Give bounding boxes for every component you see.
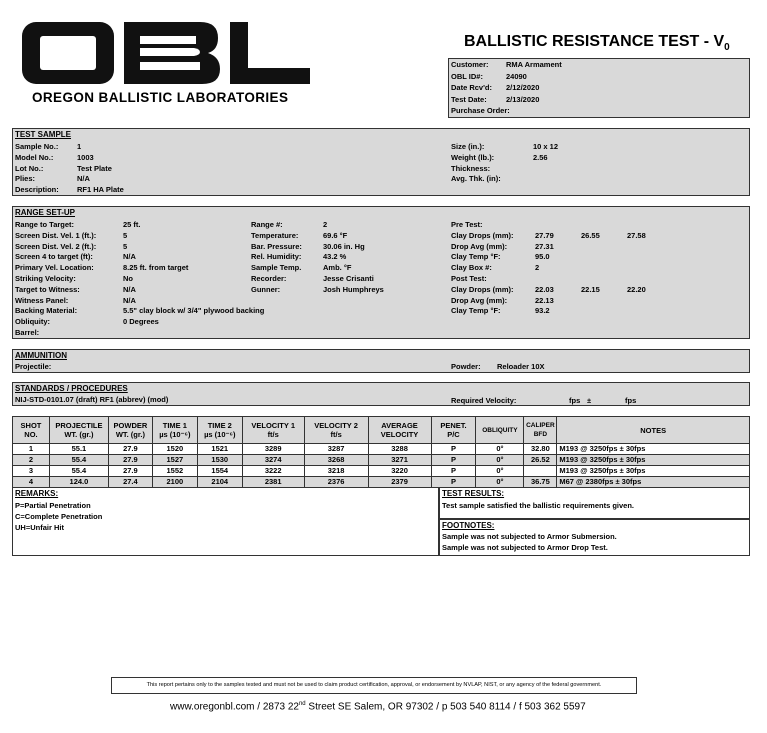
- field-value: 24090: [506, 71, 527, 81]
- clay-value-1: 93.2: [535, 306, 550, 316]
- ammunition-section: [12, 349, 750, 373]
- header-line-2: ft/s: [330, 430, 342, 439]
- table-cell: [524, 466, 557, 477]
- field-label: Sample Temp.: [251, 263, 302, 273]
- header-line-2: ft/s: [267, 430, 279, 439]
- field-value: 1003: [77, 152, 94, 162]
- field-label: Primary Vel. Location:: [15, 263, 94, 273]
- table-cell: 3287: [304, 444, 368, 455]
- field-label: Obliquity:: [15, 317, 50, 327]
- field-label: Post Test:: [451, 274, 487, 283]
- remark-line: UH=Unfair Hit: [15, 523, 64, 532]
- field-value: 2/12/2020: [506, 83, 540, 93]
- column-header: [49, 417, 108, 444]
- field-label: Pre Test:: [451, 220, 483, 229]
- field-label: Sample No.:: [15, 142, 59, 151]
- remark-line: P=Partial Penetration: [15, 501, 91, 510]
- header-line-2: µs (10⁻⁶): [159, 430, 191, 439]
- field-label: Clay Temp °F:: [451, 306, 501, 316]
- field-label: Backing Material:: [15, 306, 78, 316]
- field-label: Screen 4 to target (ft):: [15, 252, 93, 262]
- field-label: Plies:: [15, 174, 36, 184]
- disclaimer-box: [111, 677, 637, 694]
- shots-table: [12, 416, 750, 488]
- field-value: 2/13/2020: [506, 94, 540, 104]
- field-value: Test Plate: [77, 163, 112, 173]
- column-header: [557, 417, 750, 444]
- field-label: Lot No.:: [15, 163, 44, 173]
- column-header: [476, 417, 524, 444]
- table-row: [13, 444, 750, 455]
- table-cell: P: [431, 444, 476, 455]
- field-value: 43.2 %: [323, 252, 347, 262]
- field-label: Target to Witness:: [15, 284, 80, 294]
- table-cell: 3268: [304, 455, 368, 466]
- footnote-line: Sample was not subjected to Armor Submersion.: [442, 532, 617, 541]
- field-label: Gunner:: [251, 284, 281, 294]
- remarks-panel: [12, 487, 439, 556]
- table-cell: 0°: [476, 466, 524, 477]
- table-cell: 1527: [152, 455, 197, 466]
- column-header: [197, 417, 242, 444]
- column-header: [431, 417, 476, 444]
- footnotes-panel: [439, 519, 750, 556]
- table-cell: 3220: [368, 466, 431, 477]
- field-value: 5: [123, 230, 128, 240]
- column-header: [13, 417, 50, 444]
- test-results-text: Test sample satisfied the ballistic requirements given.: [442, 501, 635, 510]
- table-cell: 3288: [368, 444, 431, 455]
- field-value: 30.06 in. Hg: [323, 241, 365, 251]
- field-label: Avg. Thk. (in):: [451, 174, 501, 184]
- field-value: Amb. °F: [323, 263, 352, 273]
- test-results-title: TEST RESULTS:: [442, 489, 505, 498]
- field-value: 10 x 12: [533, 142, 559, 151]
- table-cell: M193 @ 3250fps ± 30fps: [557, 455, 750, 466]
- clay-value-2: 26.55: [581, 230, 600, 240]
- header-line-1: POWDER: [113, 421, 148, 430]
- table-cell: 2379: [368, 477, 431, 488]
- table-cell: P: [431, 466, 476, 477]
- footer-contact: www.oregonbl.com / 2873 22nd Street SE Salem, OR 97302 / p 503 540 8114 / f 503 362 5597: [170, 701, 586, 713]
- header-line-1: NOTES: [640, 425, 667, 435]
- column-header: [524, 417, 557, 444]
- required-velocity-label: Required Velocity:: [451, 396, 517, 405]
- column-header: [304, 417, 368, 444]
- clay-value-3: 27.58: [627, 230, 646, 240]
- footnote-line: Sample was not subjected to Armor Drop Test.: [442, 542, 608, 552]
- field-value: 5: [123, 241, 128, 251]
- table-cell: 3: [13, 466, 50, 477]
- field-label: Clay Drops (mm):: [451, 284, 514, 294]
- table-cell: 124.0: [49, 477, 108, 488]
- table-row: [13, 477, 750, 488]
- table-cell: 3289: [242, 444, 304, 455]
- table-cell: 3274: [242, 455, 304, 466]
- field-label: Recorder:: [251, 274, 287, 283]
- header-line-2: VELOCITY: [380, 430, 419, 439]
- header-line-1: VELOCITY 1: [251, 421, 295, 430]
- customer-info-box: [448, 58, 750, 118]
- standards-section: [12, 382, 750, 406]
- powder-label: Powder:: [451, 362, 481, 371]
- field-value: N/A: [123, 252, 136, 262]
- org-name: OREGON BALLISTIC LABORATORIES: [32, 90, 289, 105]
- footnotes-title: FOOTNOTES:: [442, 521, 495, 530]
- clay-value-1: 27.79: [535, 230, 554, 240]
- field-value: 2: [323, 220, 328, 229]
- column-header: [368, 417, 431, 444]
- table-cell: 32.80: [524, 444, 557, 455]
- field-label: Size (in.):: [451, 142, 485, 151]
- test-sample-section: [12, 128, 750, 196]
- field-value: N/A: [77, 174, 90, 184]
- clay-value-3: 22.20: [627, 284, 646, 294]
- clay-value-1: 22.13: [535, 295, 554, 305]
- table-cell: 55.4: [49, 466, 108, 477]
- header-line-1: PENET.: [440, 421, 467, 430]
- disclaimer-text: This report pertains only to the samples tested and must not be used to claim product certification, approval, or endorsement by NVLAP, NIST, or any agency of the federal government.: [146, 682, 602, 688]
- field-value: 2.56: [533, 152, 548, 162]
- field-label: Weight (lb.):: [451, 152, 495, 162]
- field-value: No: [123, 274, 133, 283]
- logo-graphic: [22, 20, 310, 92]
- field-label: Drop Avg (mm):: [451, 241, 508, 251]
- table-cell: 55.1: [49, 444, 108, 455]
- clay-value-1: 95.0: [535, 252, 550, 262]
- table-cell: M67 @ 2380fps ± 30fps: [557, 477, 750, 488]
- table-cell: 3271: [368, 455, 431, 466]
- table-cell: P: [431, 455, 476, 466]
- clay-value-1: 27.31: [535, 241, 554, 251]
- test-results-panel: [439, 487, 750, 519]
- table-cell: 0°: [476, 444, 524, 455]
- header-line-2: BFD: [533, 431, 548, 438]
- field-label: Clay Drops (mm):: [451, 230, 514, 240]
- header-line-2: µs (10⁻⁶): [204, 430, 236, 439]
- field-label: Bar. Pressure:: [251, 241, 302, 251]
- table-cell: 3222: [242, 466, 304, 477]
- table-cell: 2100: [152, 477, 197, 488]
- field-value: 25 ft.: [123, 220, 141, 229]
- header-line-2: WT. (gr.): [64, 430, 94, 439]
- table-cell: 27.9: [108, 466, 152, 477]
- table-cell: 0°: [476, 477, 524, 488]
- table-cell: 1520: [152, 444, 197, 455]
- table-cell: P: [431, 477, 476, 488]
- table-cell: 1554: [197, 466, 242, 477]
- field-value: Josh Humphreys: [323, 284, 384, 294]
- header-line-2: P/C: [447, 430, 460, 439]
- section-title: AMMUNITION: [15, 351, 67, 360]
- v0-subscript: 0: [724, 42, 730, 54]
- field-label: Striking Velocity:: [15, 274, 76, 283]
- header-line-1: OBLIQUITY: [482, 426, 518, 434]
- header-line-1: AVERAGE: [381, 421, 418, 430]
- field-value: 0 Degrees: [123, 317, 159, 327]
- field-label: Rel. Humidity:: [251, 252, 302, 262]
- table-cell: 26.52: [524, 455, 557, 466]
- table-row: [13, 466, 750, 477]
- header-line-1: TIME 1: [162, 421, 187, 430]
- remark-line: C=Complete Penetration: [15, 512, 103, 521]
- header-line-2: WT. (gr.): [115, 430, 145, 439]
- field-value: N/A: [123, 295, 136, 305]
- field-label: Witness Panel:: [15, 295, 69, 305]
- table-cell: 27.4: [108, 477, 152, 488]
- table-cell: 0°: [476, 455, 524, 466]
- field-value: RF1 HA Plate: [77, 185, 124, 195]
- column-header: [242, 417, 304, 444]
- column-header: [152, 417, 197, 444]
- section-title: TEST SAMPLE: [15, 130, 72, 139]
- powder-value: Reloader 10X: [497, 362, 545, 371]
- table-cell: 27.9: [108, 455, 152, 466]
- table-cell: M193 @ 3250fps ± 30fps: [557, 466, 750, 477]
- field-label: Model No.:: [15, 152, 54, 162]
- clay-value-1: 2: [535, 263, 540, 273]
- field-label: Screen Dist. Vel. 1 (ft.):: [15, 230, 97, 240]
- field-value: Jesse Crisanti: [323, 274, 374, 283]
- field-label: Screen Dist. Vel. 2 (ft.):: [15, 241, 97, 251]
- standard-name: NIJ-STD-0101.07 (draft) RF1 (abbrev) (mod): [15, 395, 169, 404]
- field-label: Clay Temp °F:: [451, 252, 501, 262]
- website-link[interactable]: www.oregonbl.com: [170, 701, 255, 713]
- field-label: Range to Target:: [15, 220, 75, 229]
- table-cell: 36.75: [524, 477, 557, 488]
- remarks-title: REMARKS:: [15, 489, 59, 498]
- header-line-1: SHOT: [20, 421, 42, 430]
- field-label: Barrel:: [15, 328, 40, 337]
- field-label: OBL ID#:: [451, 71, 483, 81]
- table-cell: 2376: [304, 477, 368, 488]
- table-cell: 1: [13, 444, 50, 455]
- column-header: [108, 417, 152, 444]
- field-value: RMA Armament: [506, 60, 562, 69]
- field-label: Date Rcv'd:: [451, 83, 492, 93]
- range-setup-section: [12, 206, 750, 339]
- field-label: Temperature:: [251, 230, 299, 240]
- clay-value-2: 22.15: [581, 284, 600, 294]
- table-cell: 1552: [152, 466, 197, 477]
- table-cell: 2: [13, 455, 50, 466]
- field-value: 5.5" clay block w/ 3/4" plywood backing: [123, 306, 265, 316]
- table-cell: M193 @ 3250fps ± 30fps: [557, 444, 750, 455]
- field-value: 1: [77, 142, 82, 151]
- header-line-1: VELOCITY 2: [314, 421, 358, 430]
- table-cell: 55.4: [49, 455, 108, 466]
- field-label: Drop Avg (mm):: [451, 295, 508, 305]
- field-value: N/A: [123, 284, 136, 294]
- field-label: Range #:: [251, 220, 283, 229]
- table-row: [13, 455, 750, 466]
- table-cell: 4: [13, 477, 50, 488]
- report-title: BALLISTIC RESISTANCE TEST - $V_0$: [464, 33, 730, 54]
- table-cell: 2381: [242, 477, 304, 488]
- fps-unit-2: fps: [625, 396, 637, 405]
- header-line-1: CALIPER: [526, 422, 555, 429]
- clay-value-1: 22.03: [535, 284, 554, 294]
- table-cell: 1521: [197, 444, 242, 455]
- field-label: Clay Box #:: [451, 263, 492, 273]
- section-title: STANDARDS / PROCEDURES: [15, 384, 128, 393]
- header-line-1: PROJECTILE: [55, 421, 103, 430]
- field-label: Test Date:: [451, 94, 487, 104]
- header-line-2: NO.: [24, 430, 38, 439]
- projectile-label: Projectile:: [15, 362, 52, 371]
- table-cell: 1530: [197, 455, 242, 466]
- fps-unit-1: fps: [569, 396, 581, 405]
- table-cell: 2104: [197, 477, 242, 488]
- header-line-1: TIME 2: [207, 421, 232, 430]
- section-title: RANGE SET-UP: [15, 208, 76, 217]
- table-cell: 3218: [304, 466, 368, 477]
- table-cell: 27.9: [108, 444, 152, 455]
- field-value: 69.6 °F: [323, 230, 348, 240]
- field-label: Description:: [15, 185, 59, 195]
- field-value: 8.25 ft. from target: [123, 263, 189, 273]
- field-label: Thickness:: [451, 163, 491, 173]
- field-label: Customer:: [451, 60, 489, 69]
- field-label: Purchase Order:: [451, 106, 510, 116]
- obl-logo: [22, 20, 310, 92]
- plus-minus: ±: [587, 396, 592, 405]
